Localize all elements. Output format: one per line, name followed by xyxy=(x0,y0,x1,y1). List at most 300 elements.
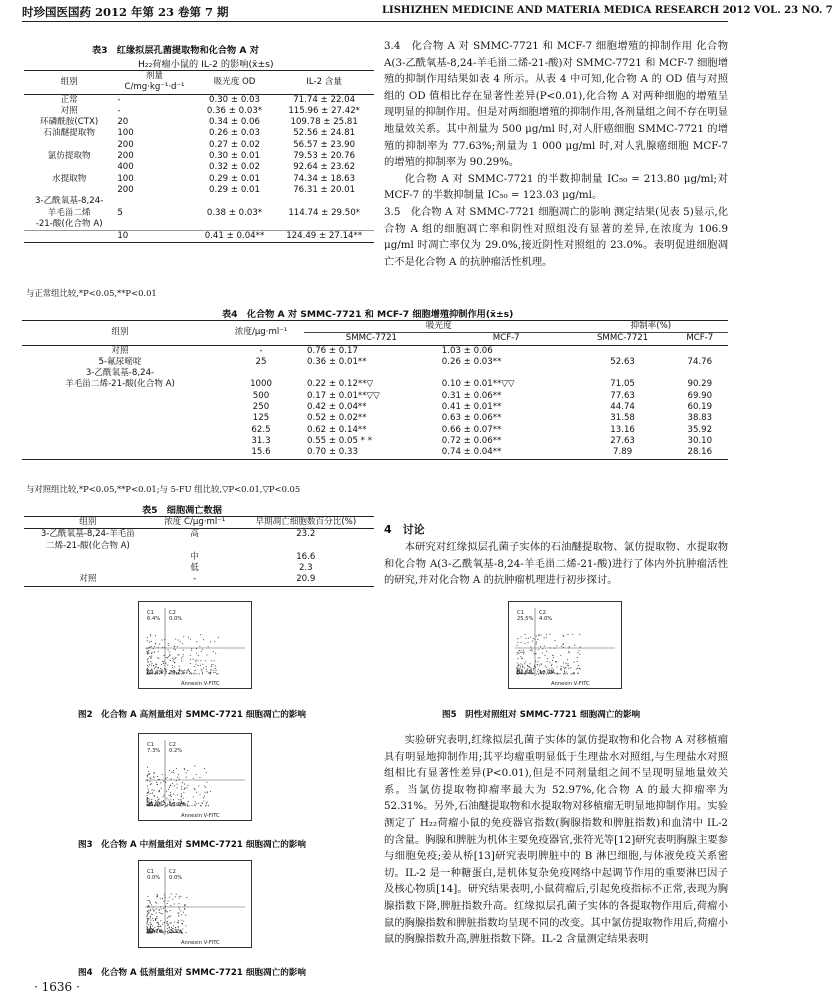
table4-col-smmc: SMMC-7721 xyxy=(345,333,398,344)
event-dot xyxy=(170,785,171,786)
event-dot xyxy=(151,904,152,905)
table-cell: 114.74 ± 29.50* xyxy=(288,207,360,218)
event-dot xyxy=(517,652,518,653)
event-dot xyxy=(147,651,148,652)
table-row xyxy=(22,357,728,368)
table4-col-smmc-inh: SMMC-7721 xyxy=(596,333,649,344)
event-dot xyxy=(173,661,174,662)
event-dot xyxy=(165,673,166,674)
event-dot xyxy=(159,909,160,910)
event-dot xyxy=(154,910,155,911)
event-dot xyxy=(148,790,149,791)
event-dot xyxy=(172,665,173,666)
paragraph: 本研究对红缘拟层孔菌子实体的石油醚提取物、氯仿提取物、水提取物和化合物 A(3-乙酰氧基-8,24-羊毛甾二烯-21-酸)进行了体内外抗肿瘤活性的研究,并对化合物 A 的抗肿瘤机理进行初步探讨。 xyxy=(384,541,728,587)
event-dot xyxy=(568,665,569,666)
event-dot xyxy=(531,649,532,650)
event-dot xyxy=(171,922,172,923)
event-dot xyxy=(156,782,157,783)
table-cell: 69.90 xyxy=(687,390,713,401)
event-dot xyxy=(201,802,202,803)
table-cell: 16.6 xyxy=(296,551,316,562)
event-dot xyxy=(551,664,552,665)
event-dot xyxy=(148,913,149,914)
event-dot xyxy=(159,912,160,913)
event-dot xyxy=(147,640,148,641)
event-dot xyxy=(530,646,531,647)
table5-col-conc: 浓度 C/μg·ml⁻¹ xyxy=(164,517,226,527)
table-cell: 0.27 ± 0.02 xyxy=(209,139,260,150)
event-dot xyxy=(154,646,155,647)
event-dot xyxy=(159,926,160,927)
quadrant-label: C1 xyxy=(147,869,154,875)
event-dot xyxy=(165,781,166,782)
event-dot xyxy=(195,805,196,806)
event-dot xyxy=(563,662,564,663)
table-row xyxy=(24,174,374,185)
event-dot xyxy=(522,652,523,653)
event-dot xyxy=(188,669,189,670)
table-cell: 0.41 ± 0.01** xyxy=(441,402,502,413)
event-dot xyxy=(214,660,215,661)
event-dot xyxy=(178,903,179,904)
table-cell: 0.38 ± 0.03* xyxy=(206,207,263,218)
table-cell: 13.16 xyxy=(610,424,635,435)
event-dot xyxy=(190,659,191,660)
table-cell: 0.30 ± 0.03 xyxy=(209,94,260,105)
event-dot xyxy=(528,642,529,643)
table-cell: 0.41 ± 0.04** xyxy=(204,231,265,242)
event-dot xyxy=(162,913,163,914)
event-dot xyxy=(158,799,159,800)
event-dot xyxy=(148,924,149,925)
table4 xyxy=(22,320,728,460)
event-dot xyxy=(536,673,537,674)
event-dot xyxy=(193,796,194,797)
event-dot xyxy=(523,653,524,654)
event-dot xyxy=(521,636,522,637)
event-dot xyxy=(167,918,168,919)
event-dot xyxy=(178,907,179,908)
table4-compound-line2: 羊毛甾二烯-21-酸(化合物 A) xyxy=(65,379,175,390)
event-dot xyxy=(195,664,196,665)
event-dot xyxy=(190,655,191,656)
event-dot xyxy=(183,654,184,655)
quadrant-value: 16.9% xyxy=(539,670,556,676)
event-dot xyxy=(147,906,148,907)
event-dot xyxy=(518,665,519,666)
event-dot xyxy=(177,794,178,795)
event-dot xyxy=(184,905,185,906)
event-dot xyxy=(149,918,150,919)
paragraph: 3.4 化合物 A 对 SMMC-7721 和 MCF-7 细胞增殖的抑制作用 化合物 A(3-乙酰氧基-8,24-羊毛甾二烯-21-酸)对 SMMC-7721 和 MCF-7 细胞增殖的抑制作用结果如表 4 所示。从表 4 中可知,化合物 A 的 OD 值与对照组的 OD 值相比存在显著性差异(P<0.01),化合物 A 对两种细胞的增殖呈现明显的抑制作用。但是对两细胞增殖的抑制作用,各剂量组之间不存在明显地量效关系。其中剂量为 500 μg/ml 时,对人肝癌细胞 SMMC-7721 的增殖的抑制率为 77.63%;剂量为 1 000 μg/ml 时,对人乳腺癌细胞 MCF-7 的增殖的抑制率为 90.29%。 xyxy=(384,40,728,169)
event-dot xyxy=(183,798,184,799)
event-dot xyxy=(161,664,162,665)
event-dot xyxy=(156,666,157,667)
x-axis-label: Annexin V-FITC xyxy=(551,681,590,687)
table4-col-abs: 吸光度 xyxy=(304,321,574,333)
event-dot xyxy=(147,661,148,662)
event-dot xyxy=(561,669,562,670)
event-dot xyxy=(153,773,154,774)
event-dot xyxy=(150,920,151,921)
event-dot xyxy=(203,639,204,640)
event-dot xyxy=(169,897,170,898)
event-dot xyxy=(153,665,154,666)
table-cell: 100 xyxy=(117,128,134,139)
event-dot xyxy=(170,792,171,793)
table3 xyxy=(24,70,374,243)
quadrant-label: C1 xyxy=(517,610,524,616)
event-dot xyxy=(559,673,560,674)
table-cell xyxy=(672,345,728,357)
quadrant-label: C2 xyxy=(539,610,546,616)
event-dot xyxy=(147,665,148,666)
event-dot xyxy=(170,799,171,800)
event-dot xyxy=(540,634,541,635)
event-dot xyxy=(158,779,159,780)
event-dot xyxy=(147,775,148,776)
event-dot xyxy=(520,663,521,664)
event-dot xyxy=(170,923,171,924)
event-dot xyxy=(517,658,518,659)
event-dot xyxy=(191,650,192,651)
event-dot xyxy=(147,911,148,912)
table-cell xyxy=(22,402,218,413)
event-dot xyxy=(153,648,154,649)
event-dot xyxy=(152,909,153,910)
event-dot xyxy=(201,670,202,671)
event-dot xyxy=(193,659,194,660)
event-dot xyxy=(166,791,167,792)
event-dot xyxy=(547,658,548,659)
event-dot xyxy=(148,798,149,799)
table-row xyxy=(24,106,374,117)
event-dot xyxy=(200,634,201,635)
event-dot xyxy=(198,655,199,656)
event-dot xyxy=(163,932,164,933)
event-dot xyxy=(165,897,166,898)
event-dot xyxy=(148,773,149,774)
event-dot xyxy=(206,669,207,670)
event-dot xyxy=(520,650,521,651)
table4-note: 与对照组比较,*P<0.05,**P<0.01;与 5-FU 组比较,▽P<0.01,▽P<0.05 xyxy=(26,484,301,494)
table-cell: 0.36 ± 0.03* xyxy=(206,105,263,116)
event-dot xyxy=(152,925,153,926)
event-dot xyxy=(579,668,580,669)
event-dot xyxy=(521,652,522,653)
table-cell: 正常 xyxy=(60,94,78,105)
event-dot xyxy=(198,803,199,804)
event-dot xyxy=(151,799,152,800)
event-dot xyxy=(207,802,208,803)
event-dot xyxy=(158,651,159,652)
event-dot xyxy=(181,920,182,921)
event-dot xyxy=(182,923,183,924)
event-dot xyxy=(570,667,571,668)
event-dot xyxy=(213,670,214,671)
event-dot xyxy=(164,668,165,669)
event-dot xyxy=(154,772,155,773)
event-dot xyxy=(166,921,167,922)
table-cell: 20.9 xyxy=(296,574,316,585)
event-dot xyxy=(147,767,148,768)
event-dot xyxy=(181,658,182,659)
event-dot xyxy=(201,805,202,806)
event-dot xyxy=(546,634,547,635)
quadrant-label: C1 xyxy=(147,610,154,616)
event-dot xyxy=(533,638,534,639)
table-cell xyxy=(22,413,218,424)
event-dot xyxy=(191,673,192,674)
event-dot xyxy=(200,665,201,666)
event-dot xyxy=(147,900,148,901)
event-dot xyxy=(147,637,148,638)
event-dot xyxy=(150,657,151,658)
table5-col-group: 组别 xyxy=(79,517,97,527)
event-dot xyxy=(531,650,532,651)
quadrant-value: 25.5% xyxy=(517,616,534,622)
event-dot xyxy=(517,662,518,663)
event-dot xyxy=(177,922,178,923)
event-dot xyxy=(530,637,531,638)
event-dot xyxy=(178,655,179,656)
event-dot xyxy=(174,662,175,663)
event-dot xyxy=(173,925,174,926)
event-dot xyxy=(195,661,196,662)
table-cell: 71.05 xyxy=(610,379,635,390)
event-dot xyxy=(147,915,148,916)
table-cell: 30.10 xyxy=(687,435,713,446)
event-dot xyxy=(186,897,187,898)
table-cell: 2.3 xyxy=(298,563,313,574)
event-dot xyxy=(187,803,188,804)
event-dot xyxy=(154,927,155,928)
table-cell: 74.34 ± 18.63 xyxy=(293,173,356,184)
event-dot xyxy=(181,661,182,662)
table-cell: 74.76 xyxy=(687,356,713,367)
header-rule xyxy=(22,21,728,22)
event-dot xyxy=(164,639,165,640)
event-dot xyxy=(516,667,517,668)
event-dot xyxy=(158,924,159,925)
event-dot xyxy=(154,796,155,797)
event-dot xyxy=(172,667,173,668)
event-dot xyxy=(534,666,535,667)
event-dot xyxy=(549,634,550,635)
event-dot xyxy=(156,918,157,919)
event-dot xyxy=(163,908,164,909)
event-dot xyxy=(202,664,203,665)
table-cell: 200 xyxy=(117,184,134,195)
quadrant-value: 97.7% xyxy=(147,929,164,935)
event-dot xyxy=(157,797,158,798)
event-dot xyxy=(164,894,165,895)
event-dot xyxy=(529,667,530,668)
event-dot xyxy=(165,669,166,670)
table-cell: 0.26 ± 0.03** xyxy=(441,356,502,367)
table-cell: 92.64 ± 23.62 xyxy=(293,162,356,173)
table-cell: 水提取物 xyxy=(51,173,87,184)
event-dot xyxy=(206,803,207,804)
event-dot xyxy=(206,666,207,667)
event-dot xyxy=(516,653,517,654)
event-dot xyxy=(150,635,151,636)
table-cell: 0.63 ± 0.06** xyxy=(441,413,502,424)
table-row xyxy=(24,151,374,162)
event-dot xyxy=(579,634,580,635)
table-cell xyxy=(574,345,672,357)
table5-col-rate: 早期凋亡细胞数百分比(%) xyxy=(255,517,357,527)
event-dot xyxy=(546,667,547,668)
event-dot xyxy=(148,658,149,659)
event-dot xyxy=(545,665,546,666)
event-dot xyxy=(525,643,526,644)
event-dot xyxy=(567,663,568,664)
event-dot xyxy=(178,926,179,927)
event-dot xyxy=(169,770,170,771)
event-dot xyxy=(147,653,148,654)
event-dot xyxy=(148,650,149,651)
event-dot xyxy=(181,914,182,915)
event-dot xyxy=(561,646,562,647)
table-cell: 低 xyxy=(190,563,199,574)
event-dot xyxy=(530,663,531,664)
event-dot xyxy=(180,896,181,897)
event-dot xyxy=(530,668,531,669)
event-dot xyxy=(564,673,565,674)
event-dot xyxy=(524,652,525,653)
fig4-caption: 图4 化合物 A 低剂量组对 SMMC-7721 细胞凋亡的影响 xyxy=(78,968,306,978)
event-dot xyxy=(163,802,164,803)
event-dot xyxy=(519,668,520,669)
event-dot xyxy=(148,906,149,907)
event-dot xyxy=(162,898,163,899)
fig3-caption: 图3 化合物 A 中剂量组对 SMMC-7721 细胞凋亡的影响 xyxy=(78,840,306,850)
event-dot xyxy=(560,669,561,670)
event-dot xyxy=(182,782,183,783)
event-dot xyxy=(151,663,152,664)
event-dot xyxy=(196,803,197,804)
event-dot xyxy=(546,637,547,638)
table4-group-fu: 5-氟尿嘧啶 xyxy=(98,356,142,367)
event-dot xyxy=(556,661,557,662)
event-dot xyxy=(165,906,166,907)
event-dot xyxy=(167,777,168,778)
event-dot xyxy=(147,776,148,777)
event-dot xyxy=(151,653,152,654)
event-dot xyxy=(521,658,522,659)
table4-col-group: 组别 xyxy=(111,327,129,338)
event-dot xyxy=(150,909,151,910)
event-dot xyxy=(206,782,207,783)
table4-col-mcf-inh: MCF-7 xyxy=(686,333,714,344)
fig3-plot xyxy=(138,733,252,821)
event-dot xyxy=(546,651,547,652)
event-dot xyxy=(147,921,148,922)
event-dot xyxy=(157,784,158,785)
table-row xyxy=(22,447,728,459)
event-dot xyxy=(181,789,182,790)
event-dot xyxy=(149,656,150,657)
event-dot xyxy=(187,670,188,671)
event-dot xyxy=(196,673,197,674)
event-dot xyxy=(184,768,185,769)
x-axis-label: Annexin V-FITC xyxy=(181,813,220,819)
event-dot xyxy=(149,777,150,778)
event-dot xyxy=(205,805,206,806)
event-dot xyxy=(214,641,215,642)
event-dot xyxy=(151,646,152,647)
event-dot xyxy=(171,927,172,928)
event-dot xyxy=(186,777,187,778)
event-dot xyxy=(216,670,217,671)
event-dot xyxy=(187,805,188,806)
table-cell: 7.89 xyxy=(613,447,633,458)
table-cell: 0.72 ± 0.06** xyxy=(441,435,502,446)
fig2-caption: 图2 化合物 A 高剂量组对 SMMC-7721 细胞凋亡的影响 xyxy=(78,710,306,720)
event-dot xyxy=(155,918,156,919)
event-dot xyxy=(522,665,523,666)
table-row xyxy=(22,413,728,424)
event-dot xyxy=(198,785,199,786)
table-cell: 79.53 ± 20.76 xyxy=(293,151,356,162)
event-dot xyxy=(156,903,157,904)
event-dot xyxy=(537,661,538,662)
event-dot xyxy=(179,896,180,897)
section4-heading: 4 讨论 xyxy=(384,523,425,536)
event-dot xyxy=(147,926,148,927)
event-dot xyxy=(165,931,166,932)
event-dot xyxy=(194,766,195,767)
event-dot xyxy=(167,804,168,805)
event-dot xyxy=(160,926,161,927)
event-dot xyxy=(150,634,151,635)
table4-compound-line1: 3-乙酰氧基-8,24- xyxy=(85,368,155,379)
event-dot xyxy=(178,639,179,640)
quadrant-value: 24.2% xyxy=(169,670,186,676)
event-dot xyxy=(196,648,197,649)
event-dot xyxy=(538,649,539,650)
quadrant-value: 0.0% xyxy=(169,875,183,881)
event-dot xyxy=(160,898,161,899)
quadrant-value: 53.6% xyxy=(517,670,534,676)
table5-control: 对照 xyxy=(79,574,97,585)
table-cell: 15.6 xyxy=(251,447,271,458)
event-dot xyxy=(151,665,152,666)
event-dot xyxy=(178,920,179,921)
event-dot xyxy=(524,663,525,664)
event-dot xyxy=(204,796,205,797)
event-dot xyxy=(150,778,151,779)
event-dot xyxy=(150,781,151,782)
event-dot xyxy=(540,646,541,647)
event-dot xyxy=(517,645,518,646)
table-cell: 109.78 ± 25.81 xyxy=(290,117,358,128)
event-dot xyxy=(185,915,186,916)
event-dot xyxy=(156,909,157,910)
event-dot xyxy=(568,647,569,648)
event-dot xyxy=(194,788,195,789)
event-dot xyxy=(577,652,578,653)
event-dot xyxy=(153,906,154,907)
table-cell xyxy=(22,425,218,436)
event-dot xyxy=(566,671,567,672)
event-dot xyxy=(155,902,156,903)
event-dot xyxy=(183,792,184,793)
event-dot xyxy=(148,788,149,789)
event-dot xyxy=(537,639,538,640)
table-cell: 0.31 ± 0.06** xyxy=(441,390,502,401)
